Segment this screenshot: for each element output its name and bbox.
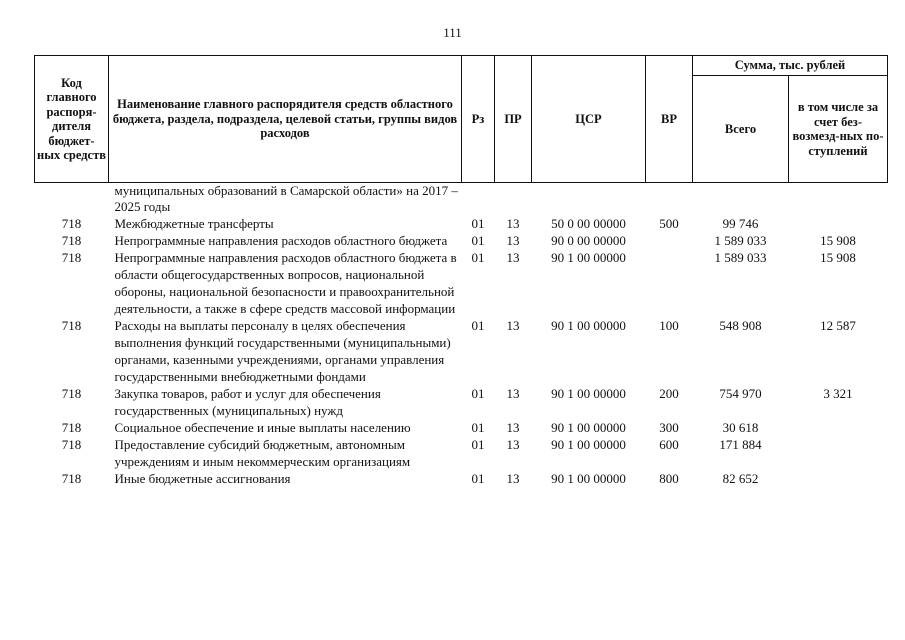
table-row xyxy=(35,183,888,216)
cell-name: Непрограммные направления расходов областного бюджета в области общегосударственных вопросов, национальной обороны, национальной безопасности и правоохранительной деятельности, а также в сфере средств массовой информации xyxy=(114,250,457,316)
table-row xyxy=(35,232,888,249)
cell-free xyxy=(789,436,888,470)
table-row xyxy=(35,317,888,385)
cell-pr: 13 xyxy=(506,437,520,452)
table-body xyxy=(35,183,888,488)
cell-rz: 01 xyxy=(471,420,485,435)
cell-free: 3 321 xyxy=(823,386,853,401)
cell-free xyxy=(789,215,888,232)
header-vr: ВР xyxy=(646,56,693,183)
cell-pr: 13 xyxy=(506,471,520,486)
cell-vr: 100 xyxy=(659,318,679,333)
cell-name: муниципальных образований в Самарской области» на 2017 – 2025 годы xyxy=(114,183,458,214)
cell-rz xyxy=(462,183,495,216)
cell-csr: 90 1 00 00000 xyxy=(551,420,626,435)
cell-free xyxy=(789,183,888,216)
cell-name: Непрограммные направления расходов областного бюджета xyxy=(114,233,448,248)
header-total: Всего xyxy=(693,76,789,183)
table-row xyxy=(35,419,888,436)
cell-pr: 13 xyxy=(506,420,520,435)
cell-csr xyxy=(532,183,646,216)
cell-name: Социальное обеспечение и иные выплаты населению xyxy=(114,420,411,435)
cell-free: 15 908 xyxy=(820,233,856,248)
cell-pr: 13 xyxy=(506,318,520,333)
cell-total: 754 970 xyxy=(719,386,762,401)
cell-vr: 800 xyxy=(659,471,679,486)
header-sum-group: Сумма, тыс. рублей xyxy=(693,56,888,76)
cell-rz: 01 xyxy=(471,386,485,401)
cell-free: 15 908 xyxy=(820,250,856,265)
cell-csr: 90 1 00 00000 xyxy=(551,386,626,401)
cell-csr: 90 1 00 00000 xyxy=(551,250,626,265)
cell-pr: 13 xyxy=(506,233,520,248)
cell-vr: 200 xyxy=(659,386,679,401)
table-row xyxy=(35,249,888,317)
table-row xyxy=(35,215,888,232)
cell-code: 718 xyxy=(61,250,82,265)
cell-name: Закупка товаров, работ и услуг для обеспечения государственных (муниципальных) нужд xyxy=(114,386,381,418)
cell-rz: 01 xyxy=(471,250,485,265)
cell-code: 718 xyxy=(61,471,82,486)
cell-name: Межбюджетные трансферты xyxy=(114,216,274,231)
cell-pr xyxy=(495,183,532,216)
page-number: 111 xyxy=(443,25,462,40)
cell-total: 82 652 xyxy=(722,471,759,486)
cell-vr xyxy=(646,232,693,249)
cell-rz: 01 xyxy=(471,233,485,248)
budget-table xyxy=(34,55,888,487)
cell-total: 30 618 xyxy=(722,420,759,435)
cell-csr: 90 1 00 00000 xyxy=(551,437,626,452)
cell-name: Расходы на выплаты персоналу в целях обеспечения выполнения функций государственными (муниципальными) органами, казенными учреждениями, органами управления государственными внебюджетными фондами xyxy=(114,318,451,384)
cell-free xyxy=(789,470,888,487)
header-code: Код главного распоря-дителя бюджет-ных средств xyxy=(35,56,109,183)
cell-vr xyxy=(646,249,693,317)
cell-vr xyxy=(646,183,693,216)
cell-rz: 01 xyxy=(471,471,485,486)
cell-csr: 90 1 00 00000 xyxy=(551,471,626,486)
cell-pr: 13 xyxy=(506,386,520,401)
cell-code: 718 xyxy=(61,318,82,333)
cell-total: 171 884 xyxy=(719,437,762,452)
cell-code: 718 xyxy=(61,386,82,401)
cell-pr: 13 xyxy=(506,250,520,265)
header-free: в том числе за счет без-возмезд-ных по-ступлений xyxy=(789,76,888,183)
table-row xyxy=(35,385,888,419)
cell-code xyxy=(35,183,109,216)
cell-name: Иные бюджетные ассигнования xyxy=(114,471,291,486)
table-header xyxy=(35,56,888,183)
cell-free xyxy=(789,419,888,436)
cell-total: 1 589 033 xyxy=(714,250,767,265)
header-rz: Рз xyxy=(462,56,495,183)
cell-vr: 500 xyxy=(659,216,679,231)
table-row xyxy=(35,470,888,487)
cell-total: 548 908 xyxy=(719,318,762,333)
header-pr: ПР xyxy=(495,56,532,183)
cell-total xyxy=(693,183,789,216)
header-csr: ЦСР xyxy=(532,56,646,183)
cell-pr: 13 xyxy=(506,216,520,231)
cell-vr: 300 xyxy=(659,420,679,435)
cell-csr: 50 0 00 00000 xyxy=(551,216,626,231)
cell-code: 718 xyxy=(61,420,82,435)
cell-total: 99 746 xyxy=(722,216,759,231)
cell-free: 12 587 xyxy=(820,318,856,333)
cell-code: 718 xyxy=(61,233,82,248)
cell-rz: 01 xyxy=(471,437,485,452)
cell-csr: 90 1 00 00000 xyxy=(551,318,626,333)
cell-rz: 01 xyxy=(471,318,485,333)
cell-vr: 600 xyxy=(659,437,679,452)
header-name: Наименование главного распорядителя средств областного бюджета, раздела, подраздела, целевой статьи, группы видов расходов xyxy=(109,56,462,183)
cell-csr: 90 0 00 00000 xyxy=(551,233,626,248)
cell-name: Предоставление субсидий бюджетным, автономным учреждениям и иным некоммерческим организациям xyxy=(114,437,411,469)
cell-total: 1 589 033 xyxy=(714,233,767,248)
cell-code: 718 xyxy=(61,437,82,452)
cell-rz: 01 xyxy=(471,216,485,231)
table-row xyxy=(35,436,888,470)
cell-code: 718 xyxy=(61,216,82,231)
